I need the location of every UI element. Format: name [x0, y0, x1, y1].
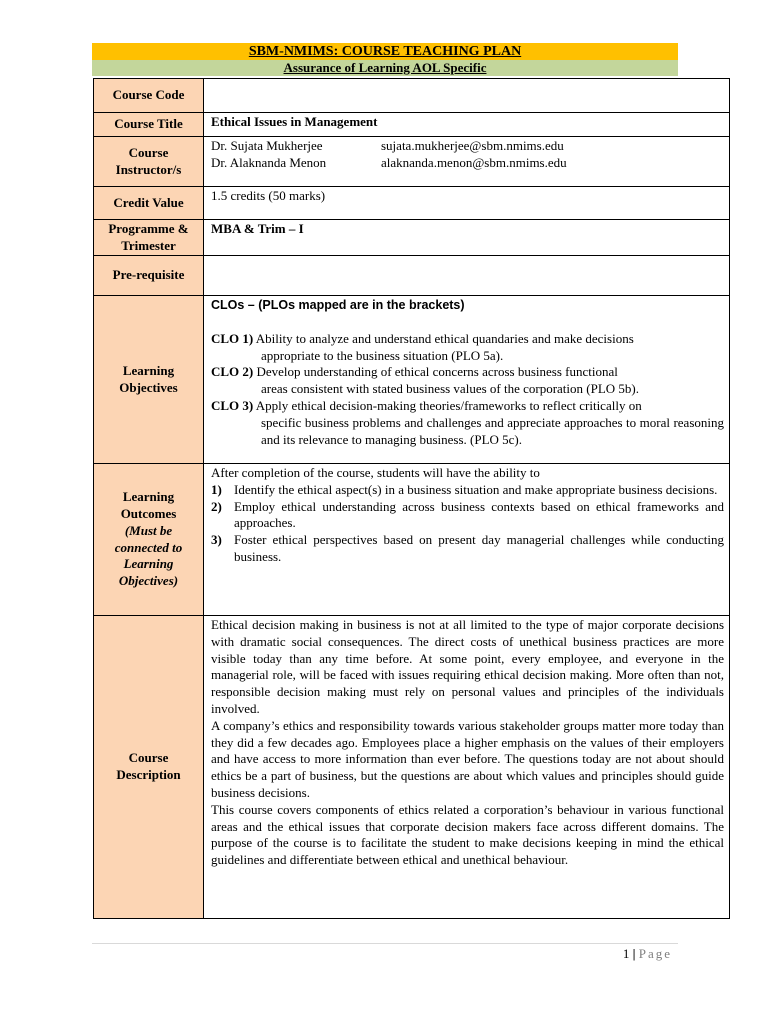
value-instructors: [204, 137, 730, 187]
row-course-title: [94, 113, 730, 137]
instructor-row: [211, 138, 724, 155]
label-learning-outcomes-main: Learning Outcomes: [120, 489, 177, 521]
value-learning-outcomes: [204, 464, 730, 616]
clo-item: [211, 331, 724, 365]
clo-tag: CLO 3): [211, 397, 254, 413]
label-learning-outcomes-note: (Must be connected to Learning Objectives): [114, 522, 183, 589]
label-credit-value: Credit Value: [94, 187, 204, 220]
clo-text-cont: appropriate to the business situation (PLO 5a).: [261, 347, 504, 363]
description-paragraph: Ethical decision making in business is not at all limited to the type of major corporate decisions with dramatic social consequences. The direct costs of unethical business practices are more visible today than any time before. At some point, every employee, and everyone in the managerial role, will be faced with issues requiring ethical decision making. More often than not, responsible decision making must rely on personal values and principles of the individuals involved.: [211, 617, 724, 716]
clo-text: Ability to analyze and understand ethical quandaries and make decisions: [255, 330, 634, 346]
outcome-text: Identify the ethical aspect(s) in a business situation and make appropriate business decisions.: [234, 481, 718, 497]
label-learning-objectives: Learning Objectives: [94, 296, 204, 464]
outcome-text: Foster ethical perspectives based on present day managerial challenges while conducting business.: [234, 532, 724, 564]
outcome-number: 2): [211, 498, 222, 514]
label-learning-outcomes: [94, 464, 204, 616]
label-course-description: Course Description: [94, 616, 204, 919]
instructor-row: [211, 155, 724, 172]
outcomes-list: [211, 482, 724, 566]
instructor-email: sujata.mukherjee@sbm.nmims.edu: [381, 138, 564, 153]
document-subtitle-band: [92, 60, 678, 76]
instructor-email: alaknanda.menon@sbm.nmims.edu: [381, 154, 567, 170]
outcomes-intro: After completion of the course, students will have the ability to: [211, 465, 540, 480]
instructor-name: Dr. Sujata Mukherjee: [211, 138, 323, 153]
row-credit-value: [94, 187, 730, 220]
row-course-code: [94, 79, 730, 113]
clo-tag: CLO 1): [211, 330, 254, 346]
description-paragraph: This course covers components of ethics related a corporation’s behaviour in various functional areas and the ethical issues that corporate decision makers face across different domains. The purpose of the course is to facilitate the student to make decisions keeping in mind the ethical guidelines and differentiate between ethical and unethical behaviour.: [211, 801, 724, 868]
description-paragraph: A company’s ethics and responsibility towards various stakeholder groups matter more today than they did a few decades ago. Employees place a higher emphasis on the values of their employers and have access to more information than ever before. The questions today are not about should ethics be a part of business, but the questions are about which values and principles should guide business decisions.: [211, 717, 724, 800]
value-course-code: [204, 79, 730, 113]
footer-divider: [92, 943, 678, 944]
row-prerequisite: [94, 256, 730, 296]
document-subtitle: Assurance of Learning AOL Specific: [283, 60, 487, 75]
clo-text: Develop understanding of ethical concerns across business functional: [256, 364, 618, 380]
value-learning-objectives: [204, 296, 730, 464]
outcome-number: 1): [211, 481, 222, 497]
course-plan-table: [93, 78, 730, 919]
row-programme: [94, 220, 730, 256]
label-instructors: Course Instructor/s: [94, 137, 204, 187]
label-course-title: Course Title: [94, 113, 204, 137]
value-credit-value: 1.5 credits (50 marks): [204, 187, 730, 220]
row-course-description: [94, 616, 730, 919]
value-prerequisite: [204, 256, 730, 296]
page-label: Page: [638, 946, 672, 961]
label-course-code: Course Code: [94, 79, 204, 113]
row-instructors: [94, 137, 730, 187]
label-programme: Programme & Trimester: [94, 220, 204, 256]
document-title: SBM-NMIMS: COURSE TEACHING PLAN: [248, 44, 522, 59]
value-course-description: [204, 616, 730, 919]
page-separator: |: [632, 946, 636, 961]
row-learning-objectives: [94, 296, 730, 464]
clo-heading: CLOs – (PLOs mapped are in the brackets): [211, 298, 465, 312]
list-item: [211, 499, 724, 533]
value-programme: MBA & Trim – I: [204, 220, 730, 256]
list-item: [211, 532, 724, 566]
outcome-number: 3): [211, 532, 222, 548]
clo-text-cont: areas consistent with stated business values of the corporation (PLO 5b).: [261, 381, 639, 397]
row-learning-outcomes: [94, 464, 730, 616]
outcome-text: Employ ethical understanding across business contexts based on ethical frameworks and approaches.: [234, 498, 724, 531]
clo-item: [211, 398, 724, 448]
label-prerequisite: Pre-requisite: [94, 256, 204, 296]
page-footer: [560, 946, 672, 962]
value-course-title: Ethical Issues in Management: [204, 113, 730, 137]
clo-text: Apply ethical decision-making theories/frameworks to reflect critically on: [255, 397, 642, 413]
clo-text-cont: specific business problems and challenges and appreciate approaches to moral reasoning and its relevance to managing business. (PLO 5c).: [261, 414, 724, 447]
clo-tag: CLO 2): [211, 364, 254, 380]
clo-item: [211, 364, 724, 398]
list-item: [211, 482, 724, 499]
instructor-name: Dr. Alaknanda Menon: [211, 154, 327, 170]
document-title-band: [92, 43, 678, 60]
page-number: 1: [622, 946, 630, 961]
